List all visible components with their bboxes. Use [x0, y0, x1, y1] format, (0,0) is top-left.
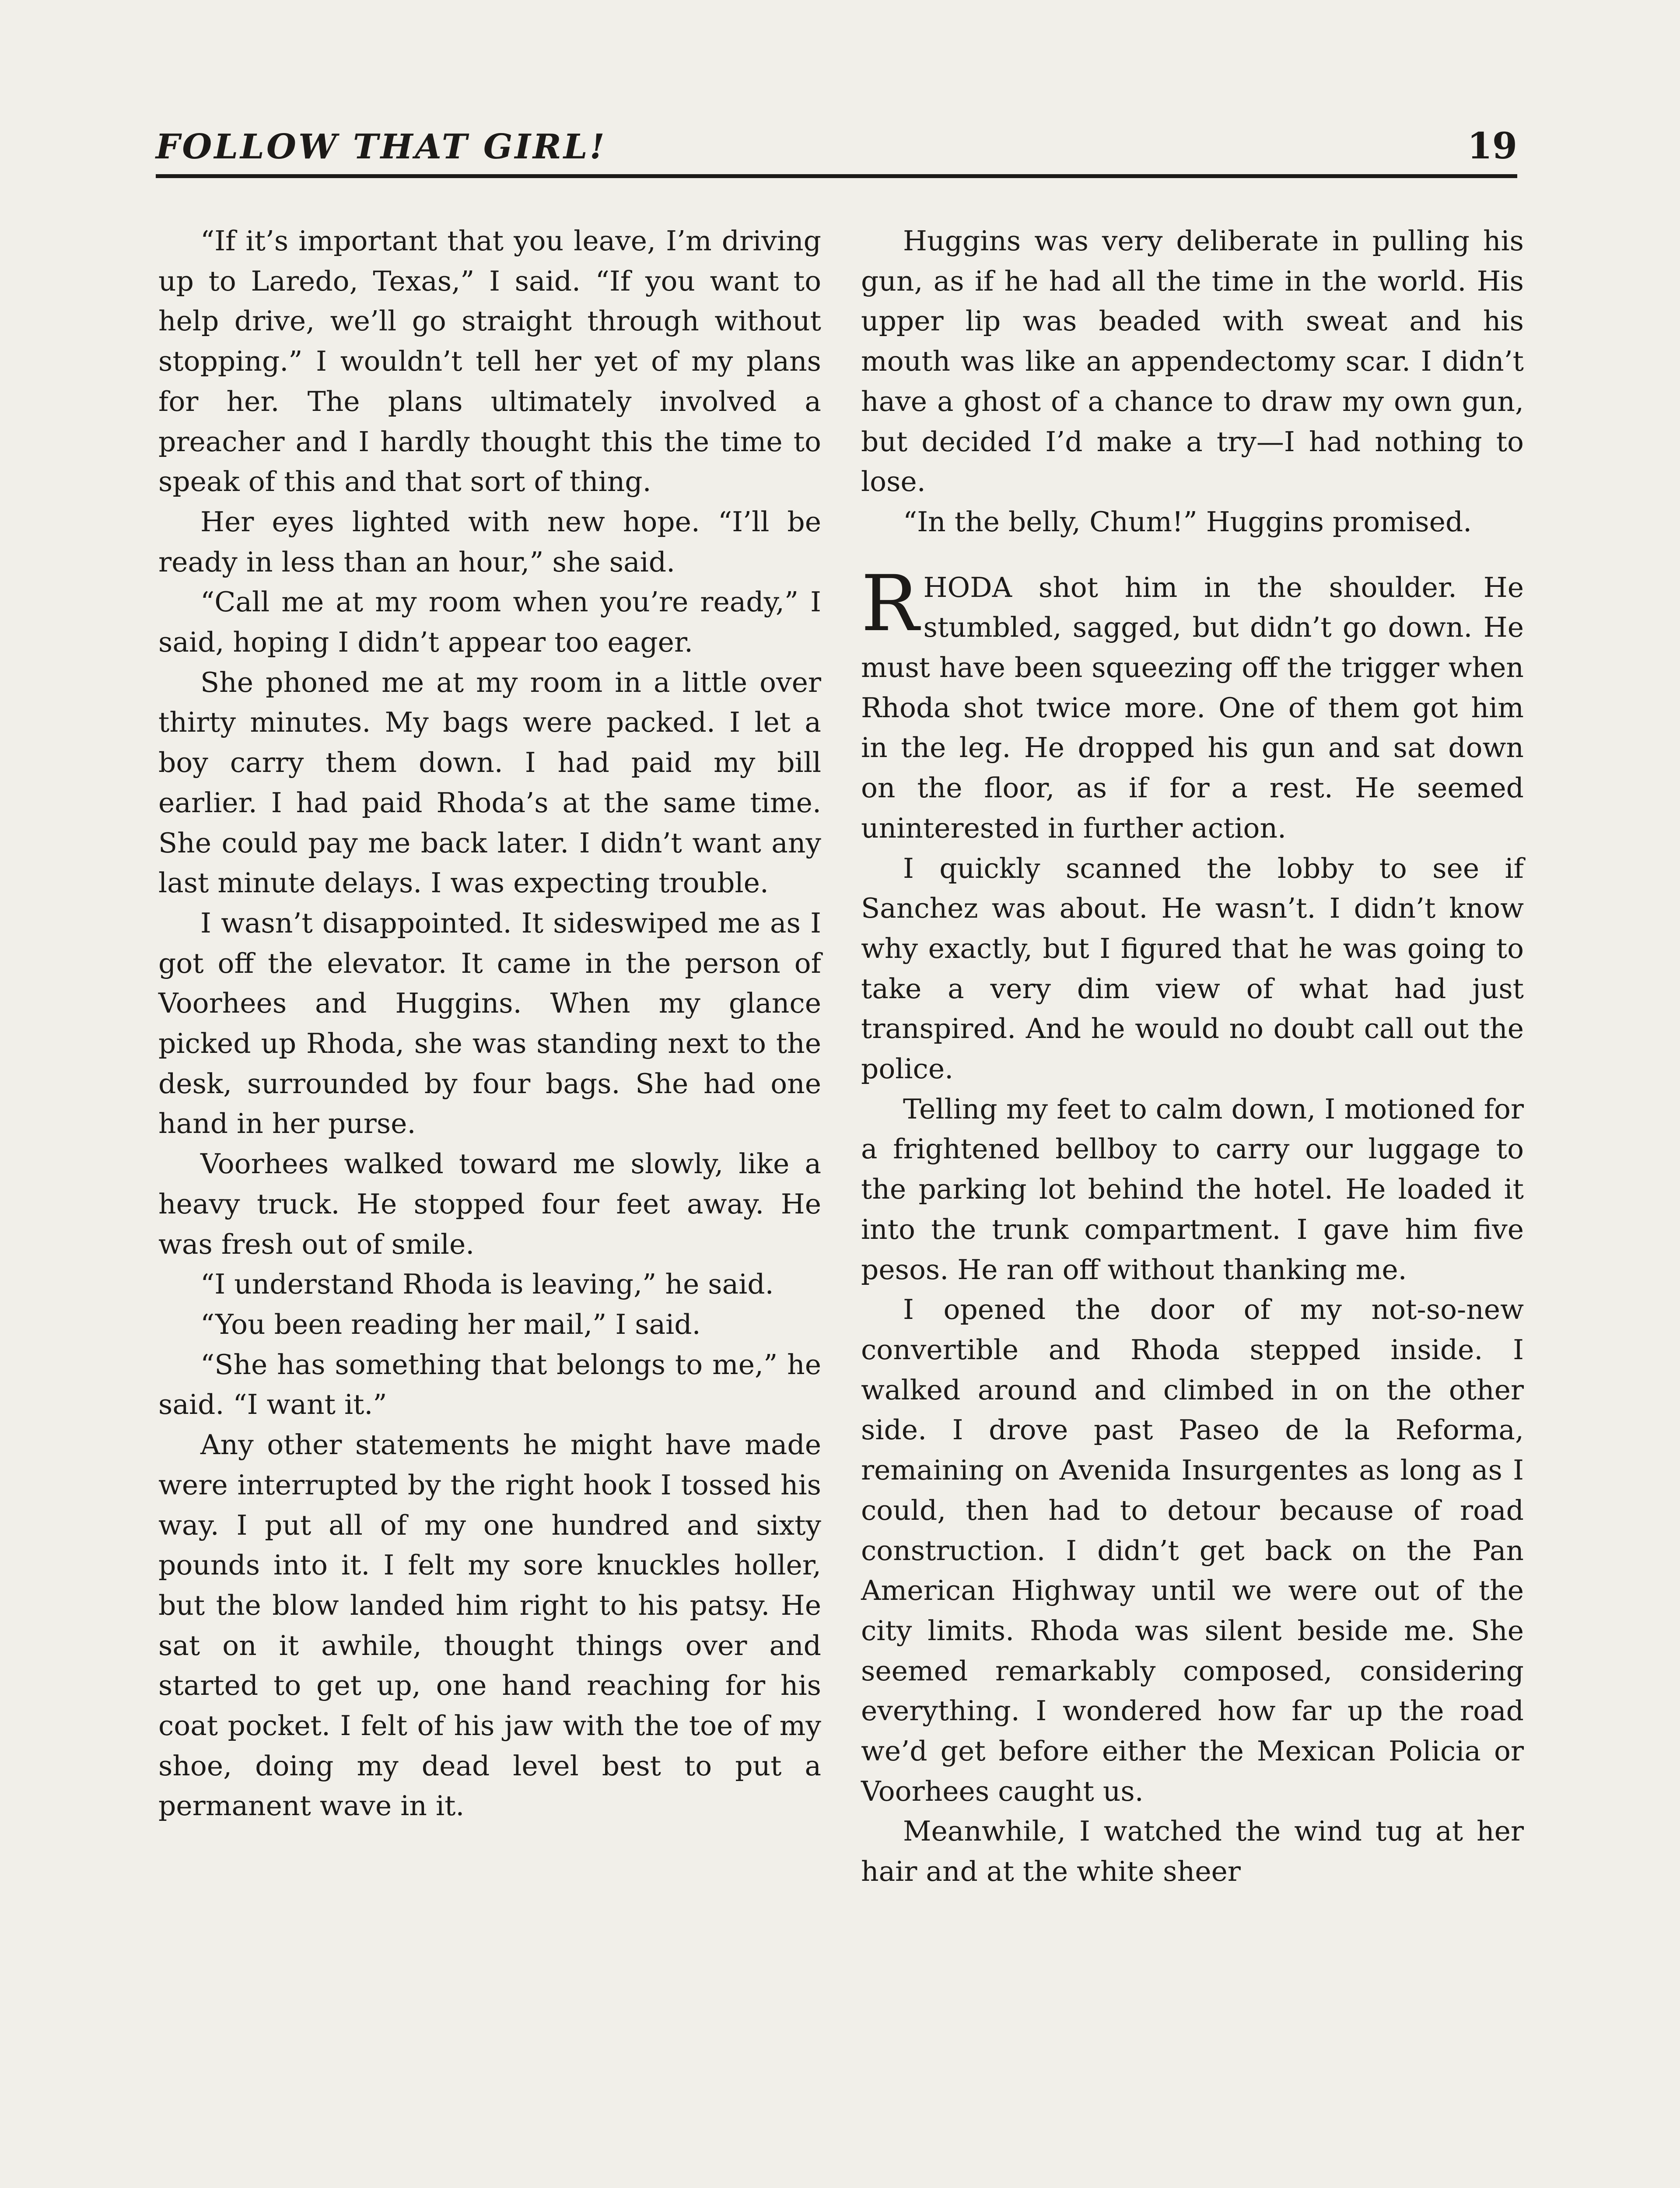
right-text-column [861, 221, 1524, 1892]
page-number: 19 [1467, 125, 1517, 167]
drop-cap-paragraph [861, 558, 1524, 849]
header-rule [156, 174, 1517, 178]
drop-cap-paragraph-text: HODA shot him in the shoulder. He stumbled, sagged, but didn’t go down. He must have been squeezing off the trigger when Rhoda shot twice more. One of them got him in the leg. He dropped his gun and sat down on the floor, as if for a rest. He seemed uninterested in further action. [861, 571, 1524, 844]
paragraph: “If it’s important that you leave, I’m driving up to Laredo, Texas,” I said. “If you want to help drive, we’ll go straight through without stopping.” I wouldn’t tell her yet of my plans for her. The plans ultimately involved a preacher and I hardly thought this the time to speak of this and that sort of thing. [158, 225, 821, 498]
paragraph: Voorhees walked toward me slowly, like a heavy truck. He stopped four feet away. He was fresh out of smile. [158, 1148, 821, 1260]
paragraph: “I understand Rhoda is leaving,” he said. [200, 1268, 774, 1301]
paragraph: I opened the door of my not-so-new convertible and Rhoda stepped inside. I walked around and climbed in on the other side. I drove past Paseo de la Reforma, remaining on Avenida Insurgentes as long as I could, then had to detour because of road construction. I didn’t get back on the Pan American Highway until we were out of the city limits. Rhoda was silent beside me. She seemed remarkably composed, considering everything. I wondered how far up the road we’d get before either the Mexican Policia or Voorhees caught us. [861, 1294, 1524, 1807]
paragraph: Meanwhile, I watched the wind tug at her hair and at the white sheer [861, 1815, 1524, 1888]
paragraph: “Call me at my room when you’re ready,” I said, hoping I didn’t appear too eager. [158, 586, 821, 659]
paragraph: Her eyes lighted with new hope. “I’ll be ready in less than an hour,” she said. [158, 505, 821, 578]
paragraph: “She has something that belongs to me,” he said. “I want it.” [158, 1348, 821, 1421]
running-head [156, 115, 1517, 180]
paragraph: Huggins was very deliberate in pulling his gun, as if he had all the time in the world. His upper lip was beaded with sweat and his mouth was like an appendectomy scar. I didn’t have a ghost of a chance to draw my own gun, but decided I’d make a try—I had nothing to lose. [861, 225, 1524, 498]
paragraph: Telling my feet to calm down, I motioned for a frightened bellboy to carry our luggage to the parking lot behind the hotel. He loaded it into the trunk compartment. I gave him five pesos. He ran off without thanking me. [861, 1093, 1524, 1286]
paragraph: “You been reading her mail,” I said. [200, 1308, 701, 1340]
running-title: FOLLOW THAT GIRL! [156, 127, 607, 167]
drop-cap-letter: R [861, 558, 919, 649]
paragraph: “In the belly, Chum!” Huggins promised. [903, 505, 1472, 538]
paragraph: I wasn’t disappointed. It sideswiped me as I got off the elevator. It came in the person of Voorhees and Huggins. When my glance picked up Rhoda, she was standing next to the desk, surrounded by four bags. She had one hand in her purse. [158, 907, 821, 1140]
paragraph: I quickly scanned the lobby to see if Sanchez was about. He wasn’t. I didn’t know why exactly, but I figured that he was going to take a very dim view of what had just transpired. And he would no doubt call out the police. [861, 852, 1524, 1085]
left-text-column [158, 221, 821, 1826]
paragraph: She phoned me at my room in a little over thirty minutes. My bags were packed. I let a boy carry them down. I had paid my bill earlier. I had paid Rhoda’s at the same time. She could pay me back later. I didn’t want any last minute delays. I was expecting trouble. [158, 666, 821, 899]
paragraph: Any other statements he might have made were interrupted by the right hook I tossed his way. I put all of my one hundred and sixty pounds into it. I felt my sore knuckles holler, but the blow landed him right to his patsy. He sat on it awhile, thought things over and started to get up, one hand reaching for his coat pocket. I felt of his jaw with the toe of my shoe, doing my dead level best to put a permanent wave in it. [158, 1429, 821, 1822]
